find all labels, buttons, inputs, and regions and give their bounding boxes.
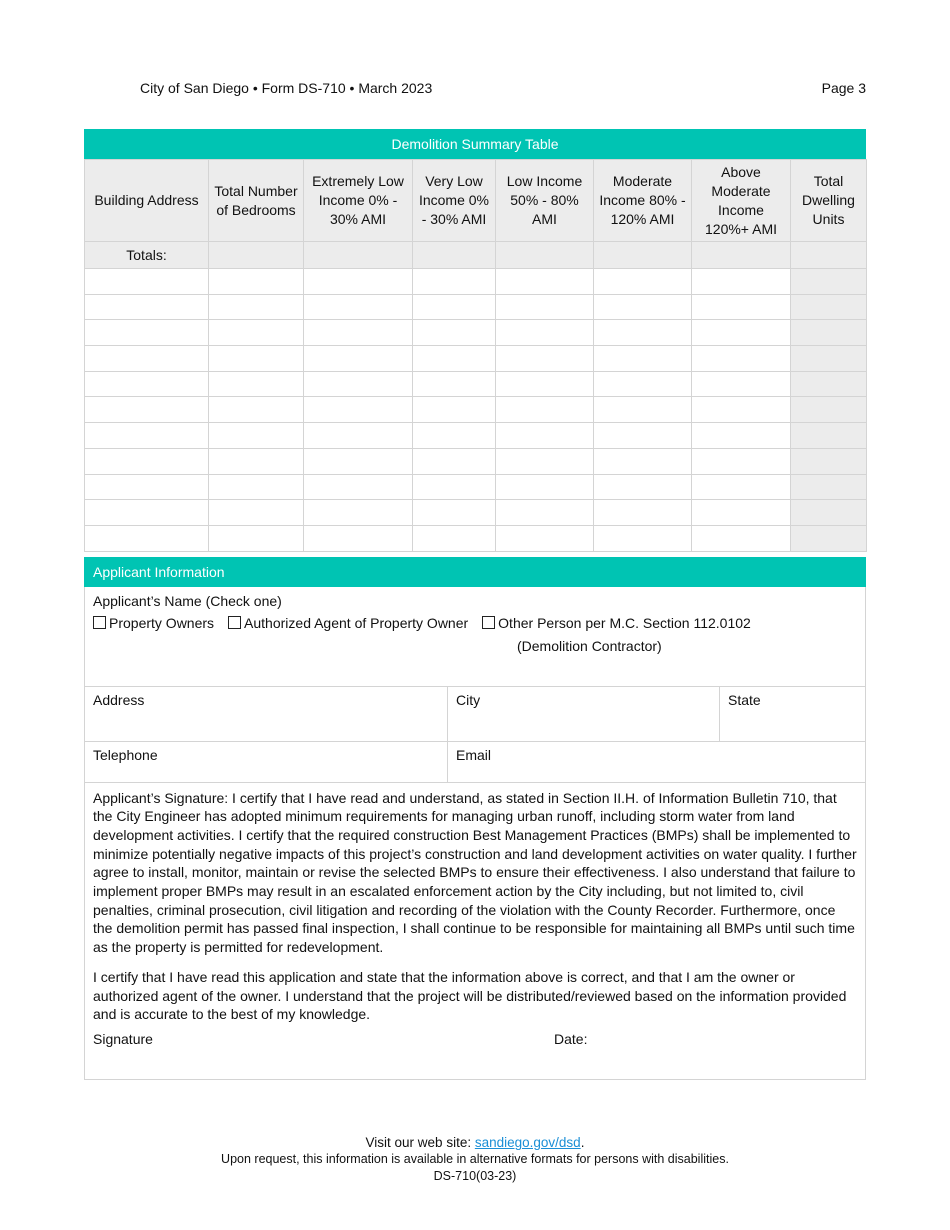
table-row: [85, 423, 867, 449]
extremely-low-cell[interactable]: [304, 371, 413, 397]
above-moderate-cell[interactable]: [692, 500, 791, 526]
col-extremely-low-income: Extremely Low Income 0% - 30% AMI: [304, 160, 413, 242]
visit-suffix: .: [580, 1135, 585, 1150]
certification-paragraph-2: I certify that I have read this application and state that the information above is correct, and that I am the owner or authorized agent of the owner. I understand that the project will be distributed/reviewed based on the information provided and is accurate to the best of my knowledge.: [93, 968, 847, 1023]
extremely-low-cell[interactable]: [304, 320, 413, 346]
above-moderate-cell[interactable]: [692, 371, 791, 397]
total-low-cell[interactable]: [496, 242, 594, 269]
building-address-cell[interactable]: [85, 525, 209, 551]
form-code: DS-710(03-23): [433, 1169, 517, 1183]
option-property-owners[interactable]: [93, 614, 214, 632]
extremely-low-cell[interactable]: [304, 294, 413, 320]
table-row: [85, 448, 867, 474]
bedrooms-cell[interactable]: [209, 269, 304, 295]
bedrooms-cell[interactable]: [209, 371, 304, 397]
above-moderate-cell[interactable]: [692, 320, 791, 346]
dwelling-units-cell[interactable]: [791, 423, 867, 449]
bedrooms-cell[interactable]: [209, 346, 304, 372]
authorized-agent-label: Authorized Agent of Property Owner: [244, 614, 469, 631]
dwelling-units-cell[interactable]: [791, 320, 867, 346]
website-line: [0, 1134, 950, 1151]
bedrooms-cell[interactable]: [209, 423, 304, 449]
very-low-cell[interactable]: [413, 500, 496, 526]
totals-row: [85, 242, 867, 269]
total-above-moderate-cell[interactable]: [692, 242, 791, 269]
col-total-bedrooms: Total Number of Bedrooms: [209, 160, 304, 242]
other-person-checkbox[interactable]: [482, 616, 495, 629]
col-total-dwelling-units: Total Dwelling Units: [791, 160, 867, 242]
very-low-cell[interactable]: [413, 371, 496, 397]
option-authorized-agent[interactable]: [228, 614, 468, 632]
moderate-cell[interactable]: [594, 500, 692, 526]
certification-block: [85, 783, 865, 1079]
very-low-cell[interactable]: [413, 448, 496, 474]
building-address-cell[interactable]: [85, 500, 209, 526]
form-box: [84, 129, 866, 1080]
low-cell[interactable]: [496, 397, 594, 423]
col-building-address: Building Address: [85, 160, 209, 242]
building-address-cell[interactable]: [85, 397, 209, 423]
building-address-cell[interactable]: [85, 346, 209, 372]
low-cell[interactable]: [496, 448, 594, 474]
building-address-cell[interactable]: [85, 294, 209, 320]
moderate-cell[interactable]: [594, 269, 692, 295]
extremely-low-cell[interactable]: [304, 474, 413, 500]
col-very-low-income: Very Low Income 0% - 30% AMI: [413, 160, 496, 242]
dwelling-units-cell[interactable]: [791, 294, 867, 320]
above-moderate-cell[interactable]: [692, 269, 791, 295]
above-moderate-cell[interactable]: [692, 397, 791, 423]
moderate-cell[interactable]: [594, 397, 692, 423]
dwelling-units-cell[interactable]: [791, 371, 867, 397]
extremely-low-cell[interactable]: [304, 346, 413, 372]
col-moderate-income: Moderate Income 80% - 120% AMI: [594, 160, 692, 242]
low-cell[interactable]: [496, 269, 594, 295]
extremely-low-cell[interactable]: [304, 525, 413, 551]
low-cell[interactable]: [496, 423, 594, 449]
dwelling-units-cell[interactable]: [791, 525, 867, 551]
city-label: City: [456, 691, 481, 708]
col-low-income: Low Income 50% - 80% AMI: [496, 160, 594, 242]
above-moderate-cell[interactable]: [692, 474, 791, 500]
dwelling-units-cell[interactable]: [791, 397, 867, 423]
page-footer: [0, 1134, 950, 1185]
very-low-cell[interactable]: [413, 320, 496, 346]
dwelling-units-cell[interactable]: [791, 500, 867, 526]
email-field[interactable]: [448, 742, 865, 782]
building-address-cell[interactable]: [85, 474, 209, 500]
property-owners-label: Property Owners: [109, 614, 215, 631]
total-bedrooms-cell[interactable]: [209, 242, 304, 269]
property-owners-checkbox[interactable]: [93, 616, 106, 629]
accessibility-notice: Upon request, this information is available in alternative formats for persons with disabilities.: [221, 1152, 729, 1166]
visit-prefix: Visit our web site:: [365, 1135, 475, 1150]
total-moderate-cell[interactable]: [594, 242, 692, 269]
moderate-cell[interactable]: [594, 448, 692, 474]
certification-paragraph-1: Applicant’s Signature: I certify that I have read and understand, as stated in Section II.H. of Information Bulletin 710, that the City Engineer has adopted minimum requirements for managing urban runoff, including storm water from land development activities. I certify that the required construction Best Management Practices (BMPs) shall be implemented to minimize potentially negative impacts of this project’s construction and land development activities on water quality. I further agree to install, monitor, maintain or revise the selected BMPs to ensure their effectiveness. I also understand that failure to implement proper BMPs may result in an escalated enforcement action by the City including, but not limited to, civil penalties, criminal prosecution, civil litigation and recording of the violation with the County Recorder. Furthermore, once the demolition permit has passed final inspection, I shall continue to be responsible for maintaining all BMPs until such time as the property is permitted for redevelopment.: [93, 789, 857, 956]
applicant-info-section: [84, 587, 866, 1080]
telephone-field[interactable]: [85, 742, 448, 782]
form-identifier: City of San Diego • Form DS-710 • March 2023: [140, 80, 433, 96]
table-row: [85, 525, 867, 551]
table-row: [85, 294, 867, 320]
low-cell[interactable]: [496, 320, 594, 346]
moderate-cell[interactable]: [594, 346, 692, 372]
building-address-cell[interactable]: [85, 320, 209, 346]
applicant-info-title: Applicant Information: [84, 557, 866, 587]
signature-field[interactable]: Signature: [93, 1031, 153, 1047]
low-cell[interactable]: [496, 525, 594, 551]
totals-label: Totals:: [85, 242, 209, 269]
table-row: [85, 500, 867, 526]
state-label: State: [728, 691, 761, 708]
very-low-cell[interactable]: [413, 294, 496, 320]
extremely-low-cell[interactable]: [304, 500, 413, 526]
total-extremely-low-cell[interactable]: [304, 242, 413, 269]
bedrooms-cell[interactable]: [209, 448, 304, 474]
page-header: [140, 80, 866, 98]
low-cell[interactable]: [496, 371, 594, 397]
above-moderate-cell[interactable]: [692, 423, 791, 449]
bedrooms-cell[interactable]: [209, 294, 304, 320]
col-above-moderate-income: Above Moderate Income 120%+ AMI: [692, 160, 791, 242]
bedrooms-cell[interactable]: [209, 320, 304, 346]
very-low-cell[interactable]: [413, 397, 496, 423]
low-cell[interactable]: [496, 474, 594, 500]
applicant-name-label: Applicant’s Name (Check one): [93, 592, 282, 609]
bedrooms-cell[interactable]: [209, 397, 304, 423]
moderate-cell[interactable]: [594, 294, 692, 320]
demolition-summary-table: [84, 159, 867, 552]
demolition-contractor-note: (Demolition Contractor): [517, 637, 662, 654]
low-cell[interactable]: [496, 500, 594, 526]
moderate-cell[interactable]: [594, 371, 692, 397]
state-field[interactable]: [720, 687, 865, 741]
contact-row: [85, 742, 865, 783]
low-cell[interactable]: [496, 346, 594, 372]
bedrooms-cell[interactable]: [209, 474, 304, 500]
above-moderate-cell[interactable]: [692, 294, 791, 320]
address-field[interactable]: [85, 687, 448, 741]
extremely-low-cell[interactable]: [304, 397, 413, 423]
building-address-cell[interactable]: [85, 371, 209, 397]
above-moderate-cell[interactable]: [692, 448, 791, 474]
moderate-cell[interactable]: [594, 474, 692, 500]
building-address-cell[interactable]: [85, 448, 209, 474]
table-row: [85, 371, 867, 397]
total-very-low-cell[interactable]: [413, 242, 496, 269]
extremely-low-cell[interactable]: [304, 269, 413, 295]
moderate-cell[interactable]: [594, 525, 692, 551]
bedrooms-cell[interactable]: [209, 500, 304, 526]
table-row: [85, 397, 867, 423]
very-low-cell[interactable]: [413, 525, 496, 551]
table-row: [85, 320, 867, 346]
building-address-cell[interactable]: [85, 269, 209, 295]
extremely-low-cell[interactable]: [304, 448, 413, 474]
building-address-cell[interactable]: [85, 423, 209, 449]
option-other-person[interactable]: [482, 614, 751, 632]
demolition-table-title: Demolition Summary Table: [84, 129, 866, 159]
very-low-cell[interactable]: [413, 474, 496, 500]
table-header-row: [85, 160, 867, 242]
city-field[interactable]: [448, 687, 720, 741]
extremely-low-cell[interactable]: [304, 423, 413, 449]
total-dwelling-cell[interactable]: [791, 242, 867, 269]
dwelling-units-cell[interactable]: [791, 269, 867, 295]
website-link[interactable]: sandiego.gov/dsd: [474, 1135, 581, 1150]
address-row: [85, 687, 865, 742]
address-label: Address: [93, 691, 145, 708]
very-low-cell[interactable]: [413, 346, 496, 372]
very-low-cell[interactable]: [413, 269, 496, 295]
above-moderate-cell[interactable]: [692, 346, 791, 372]
email-label: Email: [456, 746, 492, 763]
very-low-cell[interactable]: [413, 423, 496, 449]
dwelling-units-cell[interactable]: [791, 474, 867, 500]
bedrooms-cell[interactable]: [209, 525, 304, 551]
moderate-cell[interactable]: [594, 423, 692, 449]
page-number: Page 3: [821, 80, 866, 96]
table-row: [85, 269, 867, 295]
low-cell[interactable]: [496, 294, 594, 320]
telephone-label: Telephone: [93, 746, 158, 763]
dwelling-units-cell[interactable]: [791, 448, 867, 474]
above-moderate-cell[interactable]: [692, 525, 791, 551]
other-person-label: Other Person per M.C. Section 112.0102: [498, 614, 751, 631]
applicant-name-block: [85, 587, 865, 687]
table-row: [85, 346, 867, 372]
dwelling-units-cell[interactable]: [791, 346, 867, 372]
signature-row: [93, 1030, 857, 1050]
applicant-type-options: [93, 614, 857, 632]
table-row: [85, 474, 867, 500]
moderate-cell[interactable]: [594, 320, 692, 346]
authorized-agent-checkbox[interactable]: [228, 616, 241, 629]
date-field[interactable]: Date:: [554, 1031, 588, 1047]
